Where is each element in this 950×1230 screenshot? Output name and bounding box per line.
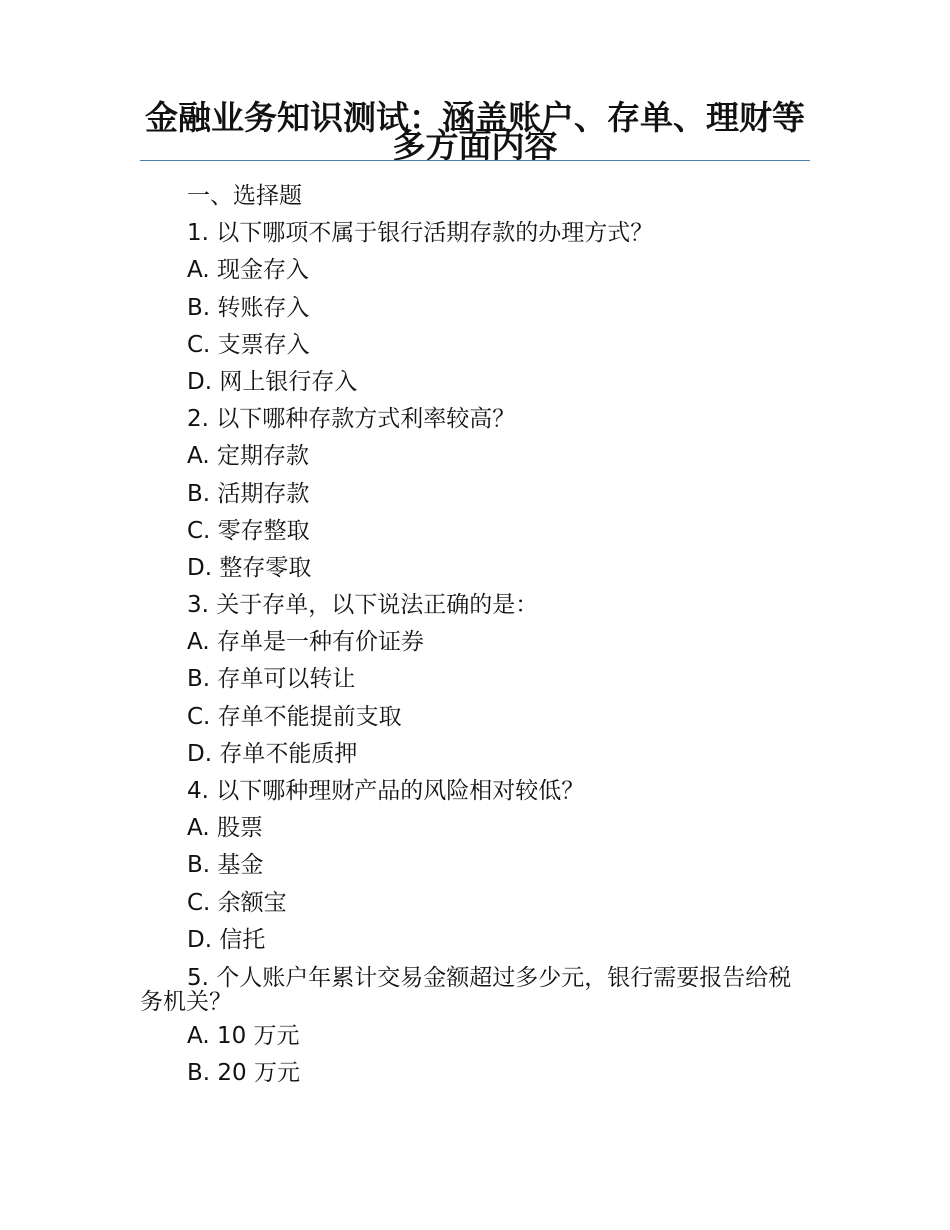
- section-heading: 一、选择题: [187, 183, 302, 209]
- option-4b: B. 基金: [187, 852, 264, 879]
- option-2b: B. 活期存款: [187, 480, 310, 507]
- option-4a: A. 股票: [187, 815, 263, 842]
- option-2c: C. 零存整取: [187, 517, 310, 544]
- title-underline: [140, 160, 810, 161]
- question-5-options: [187, 1018, 810, 1092]
- option-5a: A. 10 万元: [187, 1023, 300, 1049]
- question-4: 4. 以下哪种理财产品的风险相对较低？: [187, 778, 585, 804]
- option-5b: B. 20 万元: [187, 1060, 300, 1087]
- question-3: 3. 关于存单，以下说法正确的是：: [187, 592, 539, 619]
- option-1a: A. 现金存入: [187, 257, 309, 284]
- option-3d: D. 存单不能质押: [187, 740, 358, 767]
- option-3b: B. 存单可以转让: [187, 666, 356, 693]
- option-4d: D. 信托: [187, 926, 266, 953]
- option-1c: C. 支票存入: [187, 331, 310, 358]
- question-1: 1. 以下哪项不属于银行活期存款的办理方式？: [187, 220, 654, 247]
- question-5: 5. 个人账户年累计交易金额超过多少元，银行需要报告给税务机关？: [140, 965, 792, 1015]
- option-3c: C. 存单不能提前支取: [187, 703, 402, 730]
- question-list: [187, 178, 810, 959]
- option-4c: C. 余额宝: [187, 889, 287, 916]
- option-2d: D. 整存零取: [187, 554, 312, 581]
- option-1d: D. 网上银行存入: [187, 368, 358, 395]
- option-2a: A. 定期存款: [187, 443, 309, 470]
- question-2: 2. 以下哪种存款方式利率较高？: [187, 406, 516, 433]
- option-3a: A. 存单是一种有价证券: [187, 629, 424, 656]
- document-title: 金融业务知识测试：涵盖账户、存单、理财等多方面内容: [145, 98, 805, 165]
- option-1b: B. 转账存入: [187, 294, 310, 321]
